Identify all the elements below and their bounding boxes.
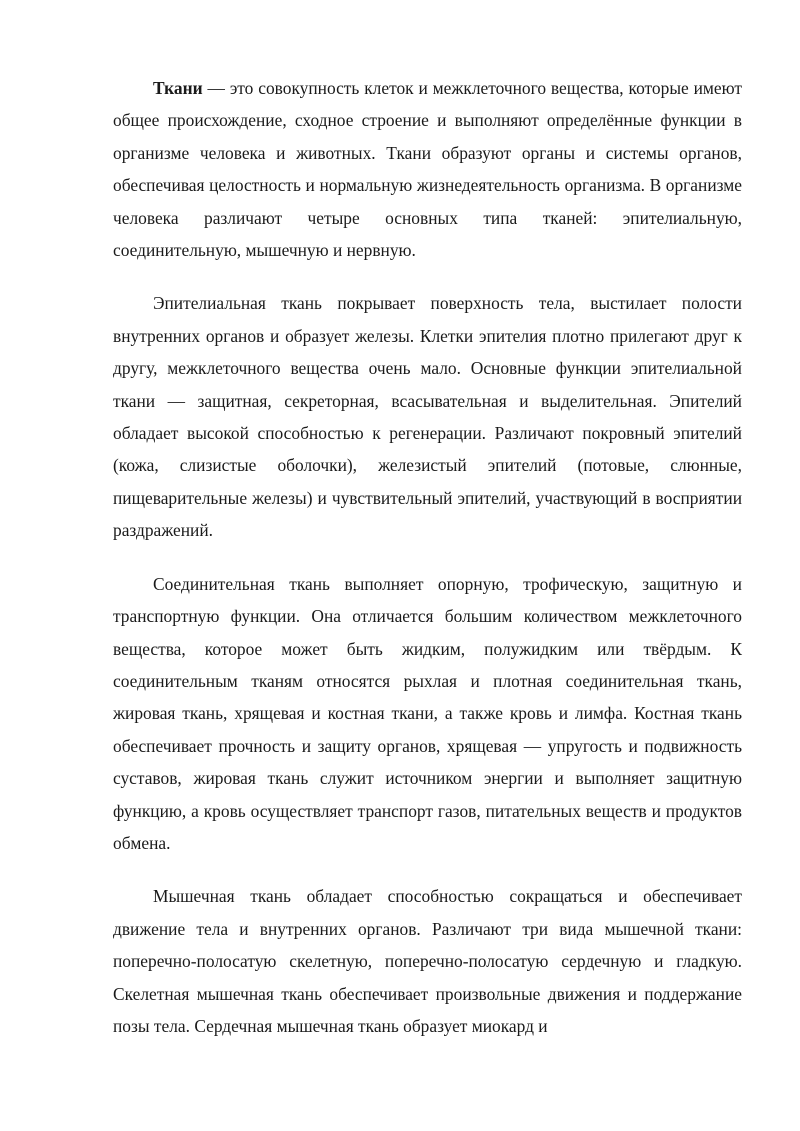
paragraph-text: — это совокупность клеток и межклеточного вещества, которые имеют общее происхождение, сходное строение и выполняют определённые функции в организме человека и животных. Ткани образуют органы и системы органов, обеспечивая целостность и нормальную жизнедеятельность организма. В организме человека различают четыре основных типа тканей: эпителиальную, соединительную, мышечную и нервную.: [113, 78, 742, 261]
term-tissues: Ткани: [153, 78, 203, 98]
paragraph-epithelial-tissue: Эпителиальная ткань покрывает поверхность тела, выстилает полости внутренних органов и образует железы. Клетки эпителия плотно прилегают друг к другу, межклеточного вещества очень мало. Основные функции эпителиальной ткани — защитная, секреторная, всасывательная и выделительная. Эпителий обладает высокой способностью к регенерации. Различают покровный эпителий (кожа, слизистые оболочки), железистый эпителий (потовые, слюнные, пищеварительные железы) и чувствительный эпителий, участвующий в восприятии раздражений.: [113, 293, 742, 541]
paragraph-tissues-definition: [113, 72, 742, 266]
paragraph-connective-tissue: Соединительная ткань выполняет опорную, трофическую, защитную и транспортную функции. Она отличается большим количеством межклеточного вещества, которое может быть жидким, полужидким или твёрдым. К соединительным тканям относятся рыхлая и плотная соединительная ткань, жировая ткань, хрящевая и костная ткани, а также кровь и лимфа. Костная ткань обеспечивает прочность и защиту органов, хрящевая — упругость и подвижность суставов, жировая ткань служит источником энергии и выполняет защитную функцию, а кровь осуществляет транспорт газов, питательных веществ и продуктов обмена.: [113, 573, 742, 853]
paragraph-muscle-tissue: Мышечная ткань обладает способностью сокращаться и обеспечивает движение тела и внутренних органов. Различают три вида мышечной ткани: поперечно-полосатую скелетную, поперечно-полосатую сердечную и гладкую. Скелетная мышечная ткань обеспечивает произвольные движения и поддержание позы тела. Сердечная мышечная ткань образует миокард и: [113, 886, 742, 1036]
document-body: [113, 72, 742, 1063]
